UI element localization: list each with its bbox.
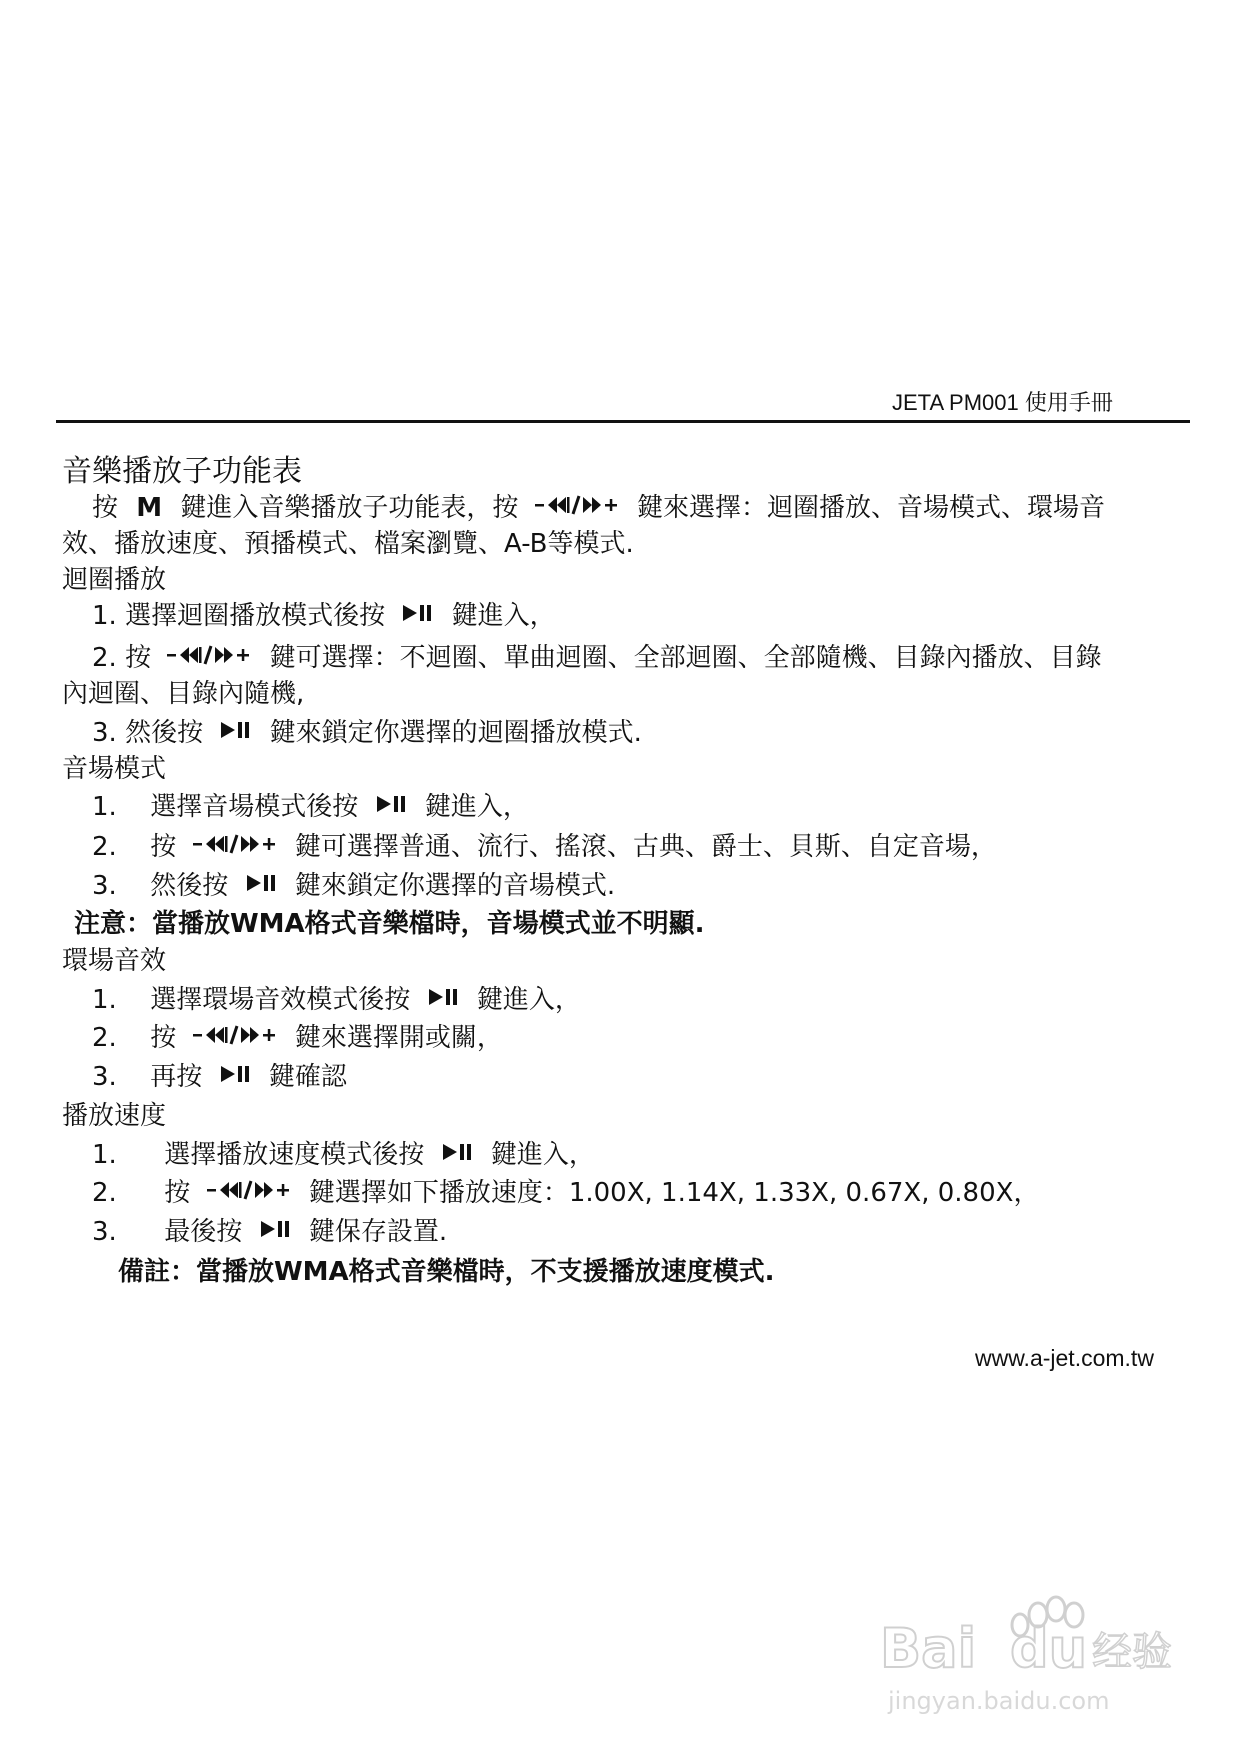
eq-heading: 音場模式 [62, 754, 167, 784]
play-pause-key-icon [245, 870, 279, 904]
svg-text:du: du [1010, 1617, 1088, 1680]
play-pause-key-icon [427, 984, 461, 1018]
loop-step-1: 1. 選擇迴圈播放模式後按 鍵進入， [92, 599, 556, 634]
play-pause-key-icon [401, 600, 435, 634]
prev-next-key-icon [193, 1022, 279, 1056]
eq-step-1: 1. 選擇音場模式後按 鍵進入， [92, 790, 529, 825]
speed-step-1: 1. 選擇播放速度模式後按 鍵進入， [92, 1138, 595, 1173]
loop-step-2: 2. 按 鍵可選擇：不迴圈、單曲迴圈、全部迴圈、全部隨機、目錄內播放、目錄 [92, 641, 1102, 676]
speed-note: 備註：當播放WMA格式音樂檔時，不支援播放速度模式. [118, 1257, 775, 1287]
prev-next-key-icon [193, 831, 279, 865]
eq-note: 注意：當播放WMA格式音樂檔時，音場模式並不明顯. [74, 909, 705, 939]
m-key: M [136, 493, 163, 523]
play-pause-key-icon [441, 1139, 475, 1173]
intro-line-2: 效、播放速度、預播模式、檔案瀏覽、A-B等模式. [62, 529, 634, 559]
svg-text:经验: 经验 [1092, 1629, 1172, 1675]
baidu-jingyan-watermark [870, 1585, 1190, 1720]
prev-next-key-icon [535, 492, 621, 526]
loop-heading: 迴圈播放 [62, 565, 167, 595]
play-pause-key-icon [219, 717, 253, 751]
speed-step-3: 3. 最後按 鍵保存設置. [92, 1215, 447, 1250]
prev-next-key-icon [167, 642, 253, 676]
play-pause-key-icon [375, 791, 409, 825]
eq-step-2: 2. 按 鍵可選擇普通、流行、搖滾、古典、爵士、貝斯、自定音場， [92, 830, 997, 865]
eq-step-3: 3. 然後按 鍵來鎖定你選擇的音場模式. [92, 869, 615, 904]
header-rule [56, 420, 1190, 423]
section-title: 音樂播放子功能表 [62, 454, 302, 489]
loop-step-3: 3. 然後按 鍵來鎖定你選擇的迴圈播放模式. [92, 716, 642, 751]
play-pause-key-icon [219, 1061, 253, 1095]
surround-step-2: 2. 按 鍵來選擇開或關， [92, 1021, 503, 1056]
svg-text:jingyan.baidu.com: jingyan.baidu.com [888, 1687, 1110, 1715]
intro-line-1: 按 M 鍵進入音樂播放子功能表，按 鍵來選擇：迴圈播放、音場模式、環場音 [92, 491, 1105, 526]
prev-next-key-icon [207, 1177, 293, 1211]
website-url: www.a-jet.com.tw [975, 1345, 1154, 1371]
surround-heading: 環場音效 [62, 946, 167, 976]
surround-step-3: 3. 再按 鍵確認 [92, 1060, 347, 1095]
loop-step-2-cont: 內迴圈、目錄內隨機, [62, 679, 305, 709]
play-pause-key-icon [259, 1216, 293, 1250]
svg-text:Bai: Bai [880, 1617, 977, 1680]
speed-heading: 播放速度 [62, 1101, 167, 1131]
speed-step-2: 2. 按 鍵選擇如下播放速度：1.00X, 1.14X, 1.33X, 0.67X, 0.80X， [92, 1176, 1039, 1211]
manual-title: JETA PM001 使用手冊 [892, 390, 1113, 415]
surround-step-1: 1. 選擇環場音效模式後按 鍵進入， [92, 983, 581, 1018]
